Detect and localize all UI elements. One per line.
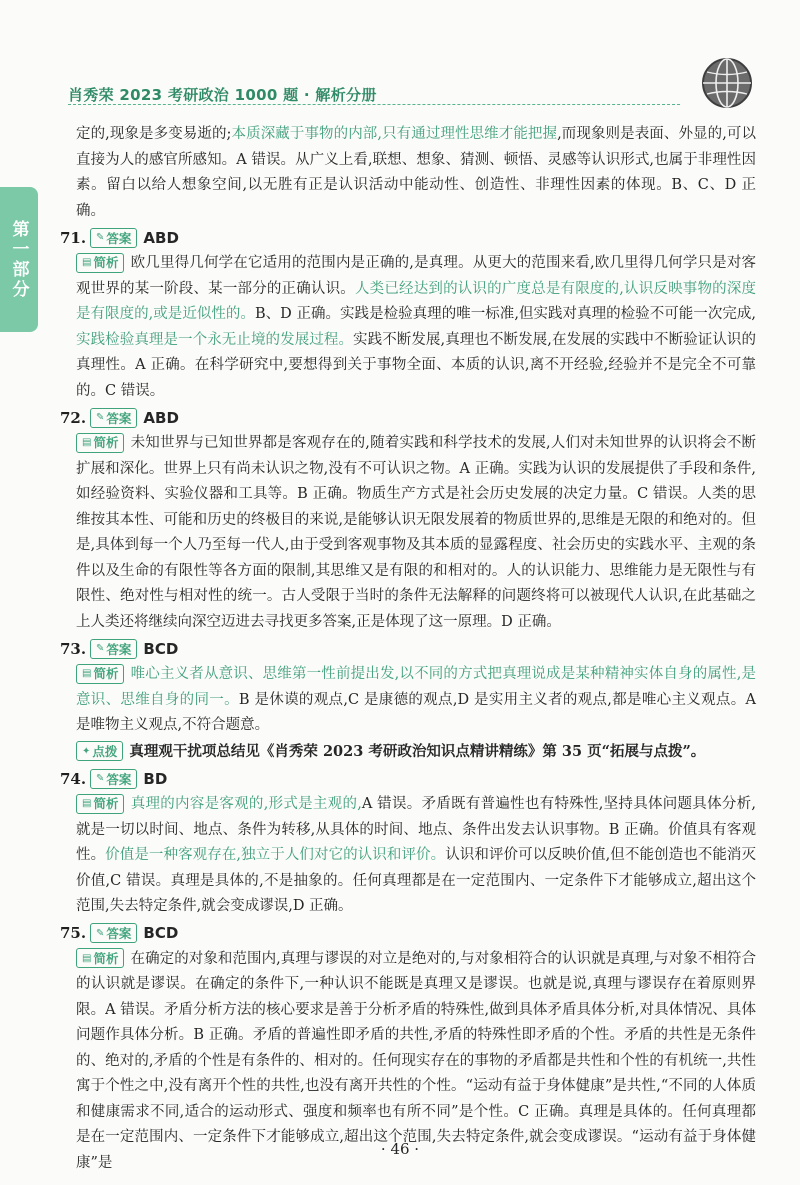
badge-label: 简析 bbox=[93, 796, 119, 811]
answer-badge bbox=[90, 408, 137, 428]
text: ,而现象则是表面、外显的,可以直接为人的感官所感知。A 错误。从广义上看,联想、想象、猜测、顿悟、灵感等认识形式,也属于非理性因素。留白以给人想象空间,以无胜有正是认识活动中能动性、创造性、非理性因素的体现。B、C、D 正确。 bbox=[76, 126, 757, 219]
intro-paragraph bbox=[76, 122, 756, 224]
text: 定的,现象是多变易逝的; bbox=[76, 126, 232, 142]
answer-row-73 bbox=[60, 636, 756, 661]
highlight-text: 人类已经达到的认识的广度总是有限度的,认识反映事物的深度是有限度的,或是近似性的。 bbox=[76, 280, 757, 322]
tip-73 bbox=[76, 739, 756, 766]
analysis-71 bbox=[76, 251, 756, 404]
answer-row-75 bbox=[60, 921, 756, 946]
analysis-badge bbox=[76, 664, 124, 684]
answer-row-71 bbox=[60, 225, 756, 250]
analysis-badge bbox=[76, 794, 124, 814]
text: B、D 正确。实践是检验真理的唯一标准,但实践对真理的检验不可能一次完成, bbox=[254, 306, 757, 322]
analysis-badge bbox=[76, 433, 124, 453]
question-number: 74. bbox=[60, 769, 87, 788]
question-number: 72. bbox=[60, 408, 87, 427]
answer-pencil-icon: ✎ bbox=[96, 643, 105, 654]
question-number: 71. bbox=[60, 228, 87, 247]
badge-label: 简析 bbox=[93, 435, 119, 450]
answer-key: ABD bbox=[143, 228, 179, 247]
answer-badge bbox=[90, 769, 137, 789]
analysis-72 bbox=[76, 431, 756, 635]
highlight-text: 价值是一种客观存在,独立于人们对它的认识和评价。 bbox=[105, 847, 446, 863]
answer-row-72 bbox=[60, 405, 756, 430]
analysis-badge bbox=[76, 253, 124, 273]
analysis-book-icon: ▤ bbox=[82, 668, 92, 679]
analysis-book-icon: ▤ bbox=[82, 257, 92, 268]
badge-label: 点拨 bbox=[92, 743, 118, 759]
page-body bbox=[60, 122, 757, 1176]
text: B 是休谟的观点,C 是康德的观点,D 是实用主义者的观点,都是唯心主义观点。A 是唯物主义观点,不符合题意。 bbox=[76, 691, 756, 733]
running-header: 肖秀荣 2023 考研政治 1000 题 · 解析分册 bbox=[68, 86, 377, 104]
tip-bulb-icon: ✦ bbox=[82, 745, 91, 757]
answer-key: BCD bbox=[143, 924, 179, 942]
text: 真理观干扰项总结见《肖秀荣 2023 考研政治知识点精讲精练》第 35 页“拓展与点拨”。 bbox=[129, 742, 706, 760]
badge-label: 答案 bbox=[106, 410, 132, 426]
highlight-text: 真理的内容是客观的,形式是主观的, bbox=[130, 796, 362, 812]
text: 认识和评价可以反映价值,但不能创造也不能消灭价值,C 错误。真理是具体的,不是抽象的。任何真理都是在一定范围内、一定条件下才能够成立,超出这个范围,失去特定条件,就会变成谬误,D 正确。 bbox=[76, 847, 757, 914]
header-divider bbox=[68, 104, 680, 105]
badge-label: 简析 bbox=[93, 255, 119, 270]
badge-label: 答案 bbox=[106, 641, 132, 657]
text: 未知世界与已知世界都是客观存在的,随着实践和科学技术的发展,人们对未知世界的认识将会不断扩展和深化。世界上只有尚未认识之物,没有不可认识之物。A 正确。实践为认识的发展提供了手段和条件,如经验资料、实验仪器和工具等。B 正确。物质生产方式是社会历史发展的决定力量。C 错误。人类的思维按其本性、可能和历史的终极目的来说,是能够认识无限发展着的物质世界的,思维是无限的和绝对的。但是,具体到每一个人乃至每一代人,由于受到客观事物及其本质的显露程度、社会历史的实践水平、主观的条件以及生命的有限性等各方面的限制,其思维又是有限的和相对的。人的认识能力、思维能力是无限性与有限性、绝对性与相对性的统一。古人受限于当时的条件无法解释的问题终将可以被现代人认识,在此基础之上人类还将继续向深空迈进去寻找更多答案,正是体现了这一原理。D 正确。 bbox=[76, 435, 756, 630]
highlight-text: 实践检验真理是一个永无止境的发展过程。 bbox=[76, 331, 354, 348]
globe-icon bbox=[700, 56, 754, 110]
badge-label: 简析 bbox=[93, 950, 119, 966]
page-number: · 46 · bbox=[380, 1140, 420, 1158]
highlight-text: 本质深藏于事物的内部,只有通过理性思维才能把握 bbox=[231, 126, 558, 142]
answer-row-74 bbox=[60, 766, 756, 791]
analysis-74 bbox=[76, 792, 756, 920]
badge-label: 答案 bbox=[106, 926, 132, 941]
text: 在确定的对象和范围内,真理与谬误的对立是绝对的,与对象相符合的认识就是真理,与对象不相符合的认识就是谬误。在确定的条件下,一种认识不能既是真理又是谬误。也就是说,真理与谬误存在着原则界限。A 错误。矛盾分析方法的核心要求是善于分析矛盾的特殊性,做到具体矛盾具体分析,对具体情况、具体问题作具体分析。B 正确。矛盾的普遍性即矛盾的共性,矛盾的特殊性即矛盾的个性。矛盾的共性是无条件的、绝对的,矛盾的个性是有条件的、相对的。任何现实存在的事物的矛盾都是共性和个性的有机统一,共性寓于个性之中,没有离开个性的共性,也没有离开共性的个性。“运动有益于身体健康”是共性,“不同的人体质和健康需求不同,适合的运动形式、强度和频率也有所不同”是个性。C 正确。真理是具体的。任何真理都是在一定范围内、一定条件下才能够成立,超出这个范围,失去特定条件,就会变成谬误。“运动有益于身体健康”是 bbox=[76, 950, 756, 1171]
answer-badge bbox=[90, 228, 137, 248]
tip-badge bbox=[76, 741, 123, 761]
text: 实践不断发展,真理也不断发展,在发展的实践中不断验证认识的真理性。A 正确。在科学研究中,要想得到关于事物全面、本质的认识,离不开经验,经验并不是完全不可靠的。C 错误。 bbox=[76, 331, 756, 399]
analysis-book-icon: ▤ bbox=[82, 437, 92, 448]
text: A 错误。矛盾既有普遍性也有特殊性,坚持具体问题具体分析,就是一切以时间、地点、条件为转移,从具体的时间、地点、条件出发去认识事物。B 正确。价值具有客观性。 bbox=[76, 796, 756, 863]
analysis-73 bbox=[76, 662, 756, 739]
answer-badge bbox=[90, 923, 137, 943]
answer-key: BCD bbox=[143, 639, 179, 658]
answer-pencil-icon: ✎ bbox=[96, 773, 105, 784]
answer-badge bbox=[90, 639, 137, 659]
badge-label: 答案 bbox=[106, 771, 132, 787]
analysis-book-icon: ▤ bbox=[82, 798, 92, 809]
analysis-book-icon: ▤ bbox=[82, 952, 92, 964]
question-number: 75. bbox=[60, 924, 87, 942]
section-side-tab: 第一部分 bbox=[0, 187, 38, 332]
analysis-badge bbox=[76, 948, 124, 968]
badge-label: 简析 bbox=[93, 666, 119, 681]
highlight-text: 唯心主义者从意识、思维第一性前提出发,以不同的方式把真理说成是某种精神实体自身的属性,是意识、思维自身的同一。 bbox=[76, 666, 756, 708]
badge-label: 答案 bbox=[106, 230, 132, 246]
text: 欧几里得几何学在它适用的范围内是正确的,是真理。从更大的范围来看,欧几里得几何学只是对客观世界的某一阶段、某一部分的正确认识。 bbox=[76, 255, 756, 297]
answer-pencil-icon: ✎ bbox=[96, 412, 105, 423]
question-number: 73. bbox=[60, 639, 87, 658]
answer-key: BD bbox=[143, 769, 168, 788]
answer-key: ABD bbox=[143, 408, 179, 427]
answer-pencil-icon: ✎ bbox=[96, 232, 105, 243]
answer-pencil-icon: ✎ bbox=[96, 927, 105, 939]
